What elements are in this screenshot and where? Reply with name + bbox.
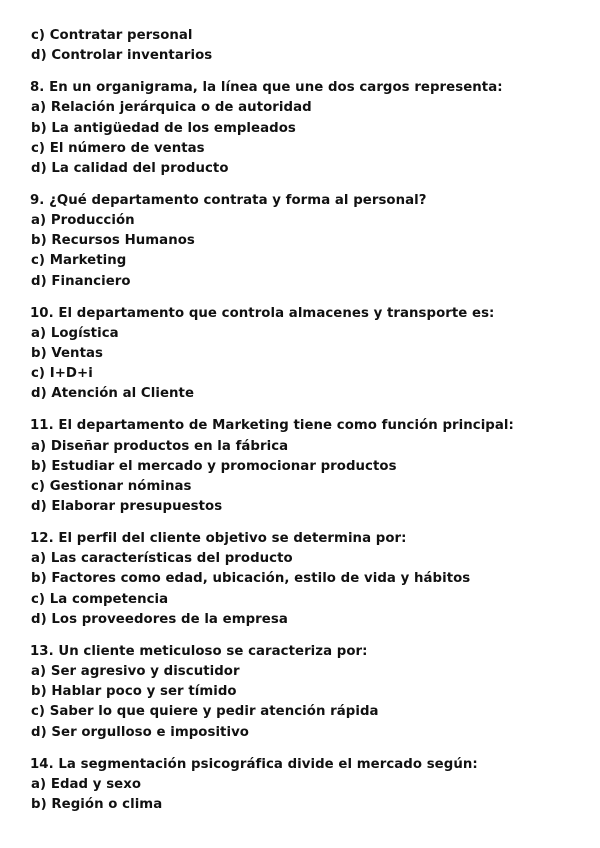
option-d: d) Atención al Cliente [31,386,195,402]
question-10 [30,304,590,405]
question-text: 8. En un organigrama, la línea que une dos cargos representa: [30,80,503,96]
option-a: a) Edad y sexo [31,776,142,792]
option-c: c) Marketing [31,253,127,269]
question-9 [30,191,590,292]
carryover-options [30,26,590,66]
option-d: d) Financiero [31,273,131,289]
option-a: a) Diseñar productos en la fábrica [31,438,289,454]
question-8 [30,78,590,179]
question-text: 14. La segmentación psicográfica divide el mercado según: [30,756,478,772]
option-d: d) Elaborar presupuestos [31,499,223,515]
option-a: a) Producción [31,213,135,229]
option-d: d) Ser orgulloso e impositivo [31,724,249,740]
question-text: 11. El departamento de Marketing tiene como función principal: [30,418,514,434]
option-c: c) La competencia [31,591,169,607]
option-c: c) El número de ventas [31,140,205,156]
question-text: 9. ¿Qué departamento contrata y forma al personal? [30,192,427,208]
option-b: b) Hablar poco y ser tímido [31,684,237,700]
option-c: c) Gestionar nóminas [31,478,192,494]
question-13 [30,642,590,743]
option-c: c) Saber lo que quiere y pedir atención rápida [31,704,379,720]
option-carryover-d: d) Controlar inventarios [31,48,213,64]
question-text: 13. Un cliente meticuloso se caracteriza por: [30,643,368,659]
option-a: a) Las características del producto [31,551,293,567]
quiz-page [30,26,590,815]
option-d: d) Los proveedores de la empresa [31,611,288,627]
question-11 [30,416,590,517]
question-12 [30,529,590,630]
option-d: d) La calidad del producto [31,160,229,176]
option-b: b) Factores como edad, ubicación, estilo de vida y hábitos [31,571,471,587]
option-b: b) Estudiar el mercado y promocionar productos [31,458,397,474]
option-a: a) Logística [31,325,119,341]
question-14 [30,755,590,816]
question-text: 10. El departamento que controla almacenes y transporte es: [30,305,495,321]
option-c: c) I+D+i [31,366,93,382]
question-text: 12. El perfil del cliente objetivo se determina por: [30,531,407,547]
option-b: b) Región o clima [31,796,163,812]
option-b: b) Recursos Humanos [31,233,195,249]
option-a: a) Ser agresivo y discutidor [31,664,240,680]
option-carryover-c: c) Contratar personal [31,28,193,43]
option-b: b) Ventas [31,346,103,362]
option-b: b) La antigüedad de los empleados [31,120,296,136]
option-a: a) Relación jerárquica o de autoridad [31,100,312,116]
